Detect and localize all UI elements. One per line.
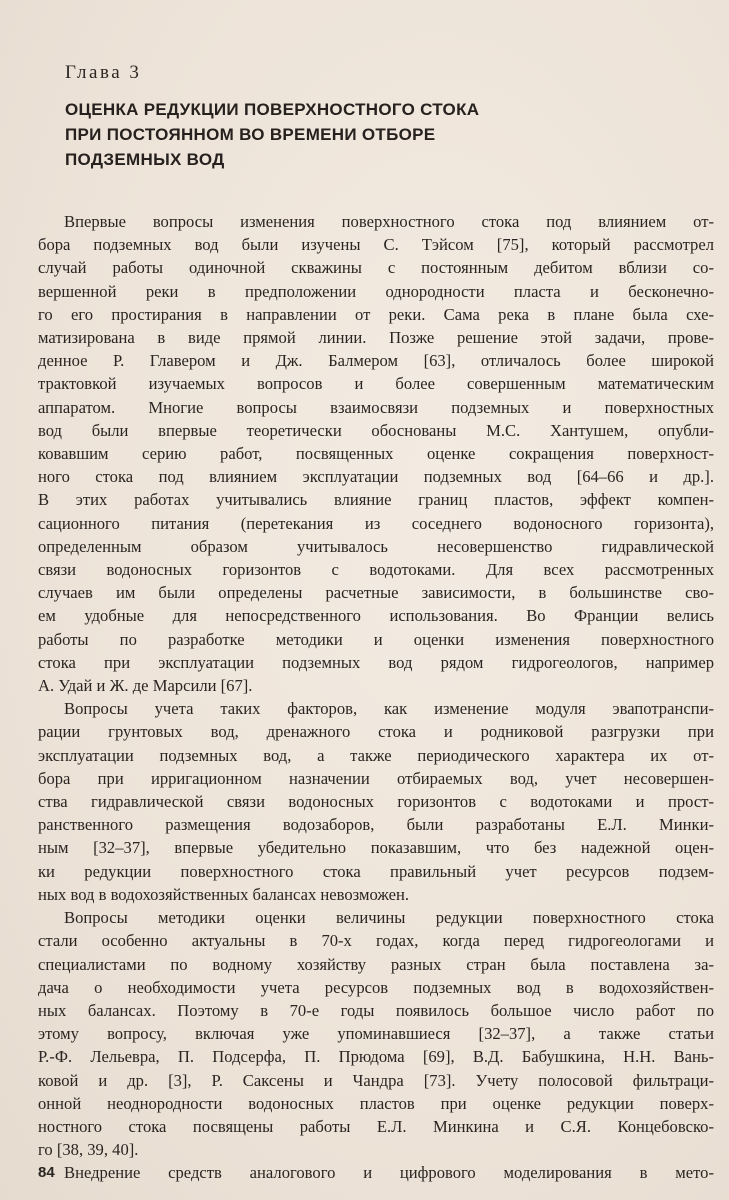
text-line: определенным образом учитывалось несовершенство гидравлической	[38, 536, 714, 556]
text-line: эксплуатации подземных вод, а также периодического характера их от-	[38, 745, 714, 765]
text-line: рации грунтовых вод, дренажного стока и родниковой разгрузки при	[38, 722, 714, 742]
text-line: аппаратом. Многие вопросы взаимосвязи подземных и поверхностных	[38, 397, 714, 417]
text-line: трактовкой изучаемых вопросов и более совершенным математическим	[38, 374, 714, 394]
text-line: стока при эксплуатации подземных вод рядом гидрогеологов, например	[38, 652, 714, 672]
chapter-label: Глава 3	[65, 62, 142, 83]
text-line: ковой и др. [3], Р. Саксены и Чандра [73]. Учету полосовой фильтраци-	[38, 1070, 714, 1090]
text-line: ства гидравлической связи водоносных горизонтов с водотоками и прост-	[38, 792, 714, 812]
page-number: 84	[38, 1164, 55, 1181]
text-line: ранственного размещения водозаборов, были разработаны Е.Л. Минки-	[38, 815, 714, 835]
paragraph	[38, 210, 714, 697]
text-line: дача о необходимости учета ресурсов подземных вод в водохозяйствен-	[38, 977, 714, 997]
text-line: Впервые вопросы изменения поверхностного стока под влиянием от-	[64, 212, 714, 231]
text-line: В этих работах учитывались влияние границ пластов, эффект компен-	[38, 490, 714, 510]
text-line: вод были впервые теоретически обоснованы М.С. Хантушем, опубли-	[38, 420, 714, 440]
text-line: специалистами по водному хозяйству разных стран была поставлена за-	[38, 954, 714, 974]
chapter-title-line: ПРИ ПОСТОЯННОМ ВО ВРЕМЕНИ ОТБОРЕ	[65, 125, 436, 144]
text-line: Вопросы методики оценки величины редукции поверхностного стока	[64, 908, 714, 928]
text-line: матизирована в виде прямой линии. Позже решение этой задачи, прове-	[38, 328, 714, 348]
text-line: случаев им были определены расчетные зависимости, в большинстве сво-	[38, 583, 714, 603]
text-line: связи водоносных горизонтов с водотоками. Для всех рассмотренных	[38, 560, 714, 580]
text-line: работы по разработке методики и оценки изменения поверхностного	[38, 629, 714, 649]
body-text	[38, 210, 714, 1185]
text-line: ем удобные для непосредственного использования. Во Франции велись	[38, 606, 714, 626]
text-line: бора при ирригационном назначении отбираемых вод, учет несовершен-	[38, 768, 714, 788]
chapter-title-line: ПОДЗЕМНЫХ ВОД	[65, 150, 225, 169]
text-line: ных балансах. Поэтому в 70-е годы появилось большое число работ по	[38, 1000, 714, 1020]
text-line: Вопросы учета таких факторов, как изменение модуля эвапотранспи-	[64, 699, 714, 719]
text-line: Внедрение средств аналогового и цифрового моделирования в мето-	[64, 1163, 714, 1183]
text-line: А. Удай и Ж. де Марсили [67].	[38, 676, 253, 696]
text-line: вершенной реки в предположении однородности пласта и бесконечно-	[38, 281, 714, 301]
text-line: денное Р. Главером и Дж. Балмером [63], отличалось более широкой	[38, 351, 714, 371]
text-line: ным [32–37], впервые убедительно показавшим, что без надежной оцен-	[38, 838, 714, 858]
paragraph	[38, 1161, 714, 1184]
text-line: сационного питания (перетекания из соседнего водоносного горизонта),	[38, 513, 714, 533]
text-line: случай работы одиночной скважины с постоянным дебитом вблизи со-	[38, 258, 714, 278]
text-line: го [38, 39, 40].	[38, 1140, 139, 1160]
chapter-title-line: ОЦЕНКА РЕДУКЦИИ ПОВЕРХНОСТНОГО СТОКА	[65, 100, 480, 119]
text-line: ностного стока посвящены работы Е.Л. Минкина и С.Я. Концебовско-	[38, 1116, 714, 1136]
chapter-title	[65, 97, 625, 172]
text-line: онной неоднородности водоносных пластов при оценке редукции поверх-	[38, 1093, 714, 1113]
text-line: бора подземных вод были изучены С. Тэйсом [75], который рассмотрел	[38, 235, 714, 255]
text-line: го его простирания в направлении от реки. Сама река в плане была схе-	[38, 304, 714, 324]
paragraph	[38, 697, 714, 906]
text-line: ных вод в водохозяйственных балансах невозможен.	[38, 884, 410, 904]
text-line: ки редукции поверхностного стока правильный учет ресурсов подзем-	[38, 861, 714, 881]
paragraph	[38, 906, 714, 1161]
text-line: этому вопросу, включая уже упоминавшиеся [32–37], а также статьи	[38, 1024, 714, 1044]
text-line: ковавшим серию работ, посвященных оценке сокращения поверхност-	[38, 444, 714, 464]
text-line: стали особенно актуальны в 70-х годах, когда перед гидрогеологами и	[38, 931, 714, 951]
text-line: ного стока под влиянием эксплуатации подземных вод [64–66 и др.].	[38, 467, 714, 487]
text-line: Р.-Ф. Лельевра, П. Подсерфа, П. Прюдома [69], В.Д. Бабушкина, Н.Н. Вань-	[38, 1047, 714, 1067]
